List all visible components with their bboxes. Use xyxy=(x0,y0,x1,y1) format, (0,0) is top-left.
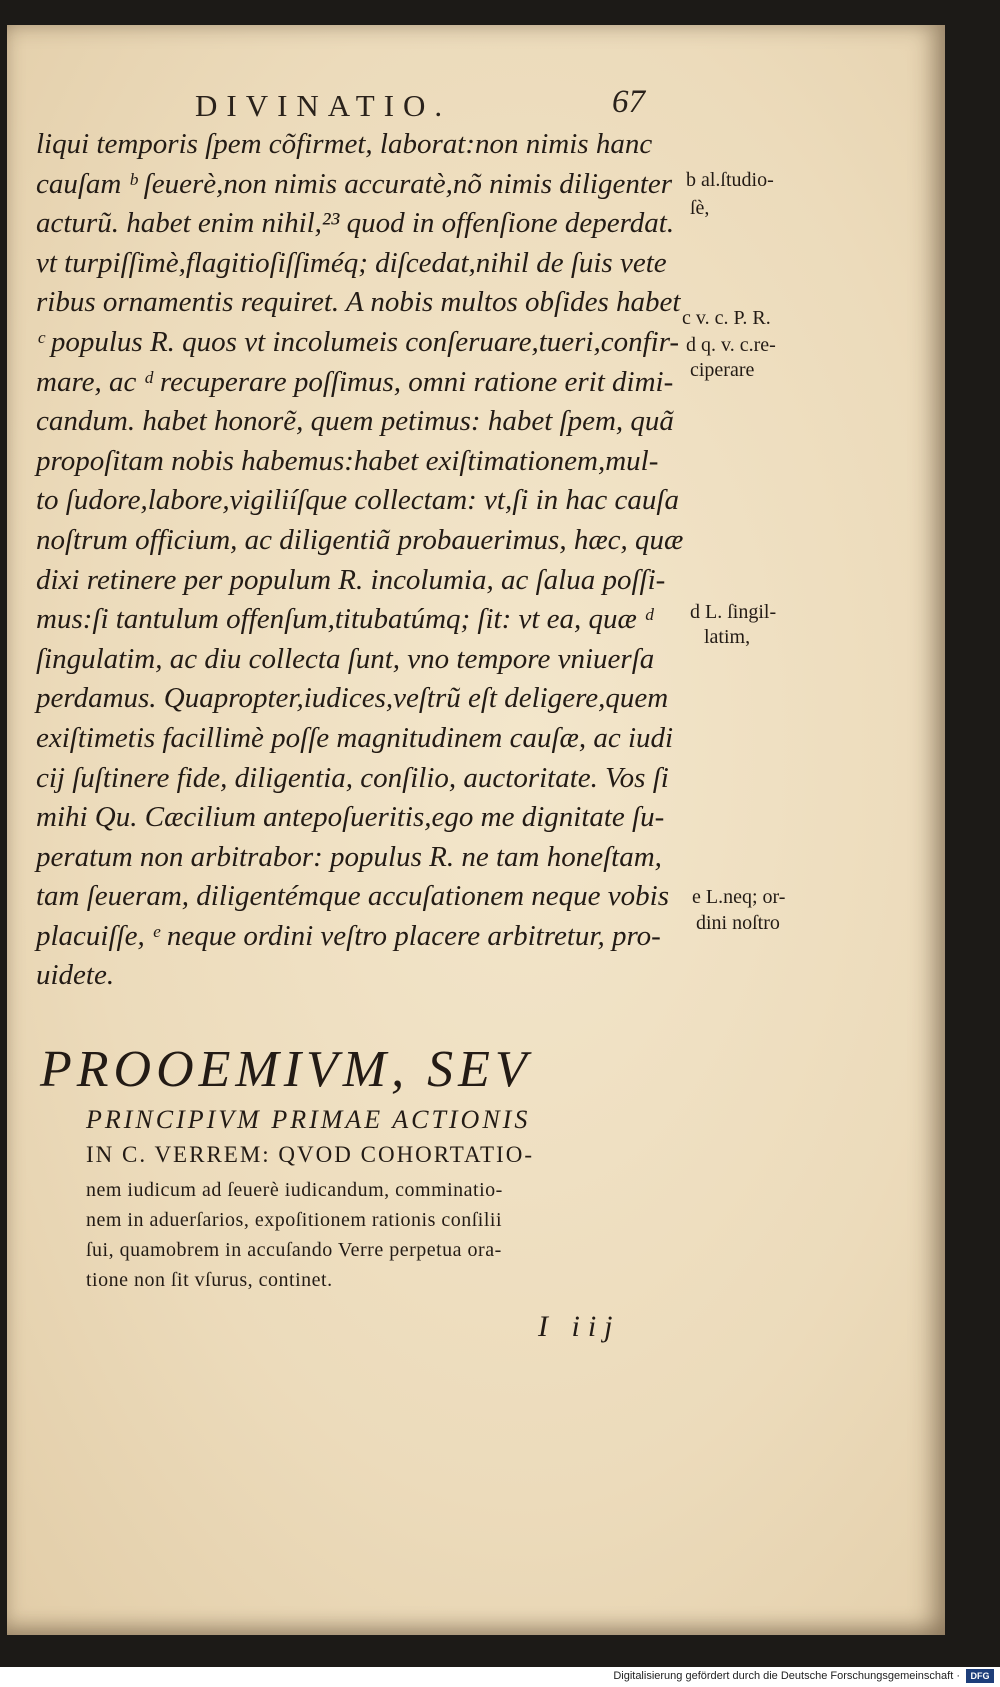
text-line: uidete. xyxy=(36,959,115,992)
text-line: propoſitam nobis habemus:habet exiſtimationem,mul- xyxy=(36,444,659,477)
section-summary xyxy=(86,1175,706,1295)
margin-note: ſè, xyxy=(690,197,710,219)
text-line: noſtrum officium, ac diligentiã probauerimus, hæc, quæ xyxy=(36,523,684,556)
footer-credit: Digitalisierung gefördert durch die Deutsche Forschungsgemeinschaft · xyxy=(613,1670,960,1682)
signature-mark: I iij xyxy=(538,1310,621,1343)
text-line: acturũ. habet enim nihil,²³ quod in offenſione deperdat. xyxy=(36,207,675,240)
section-subheading: IN C. VERREM: QVOD COHORTATIO- xyxy=(86,1142,534,1167)
text-line: candum. habet honorẽ, quem petimus: habet ſpem, quã xyxy=(36,405,674,438)
margin-note: e L.neq; or- xyxy=(692,886,786,908)
page-number: 67 xyxy=(612,84,645,120)
text-line: cij ſuſtinere fide, diligentia, conſilio, auctoritate. Vos ſi xyxy=(36,761,669,794)
section-subheading: PRINCIPIVM PRIMAE ACTIONIS xyxy=(86,1105,531,1134)
text-line: mus:ſi tantulum offenſum,titubatúmq; ſit: vt ea, quæ ᵈ xyxy=(36,603,654,636)
text-line: to ſudore,labore,vigiliíſque collectam: vt,ſi in hac cauſa xyxy=(36,484,679,517)
section-heading: PROOEMIVM, SEV xyxy=(40,1041,532,1098)
margin-note: ciperare xyxy=(690,359,755,381)
text-line: mare, ac ᵈ recuperare poſſimus, omni ratione erit dimi- xyxy=(36,365,674,398)
summary-line: tione non ſit vſurus, continet. xyxy=(86,1269,333,1291)
dfg-logo: DFG xyxy=(966,1669,994,1683)
margin-note: d L. ſingil- xyxy=(690,601,777,623)
margin-note: d q. v. c.re- xyxy=(686,334,776,356)
text-line: ſingulatim, ac diu collecta ſunt, vno tempore vniuerſa xyxy=(36,642,655,675)
text-line: liqui temporis ſpem cõfirmet, laborat:non nimis hanc xyxy=(36,128,653,160)
text-line: exiſtimetis facillimè poſſe magnitudinem cauſæ, ac iudi xyxy=(36,721,674,754)
text-line: peratum non arbitrabor: populus R. ne tam honeſtam, xyxy=(36,840,662,873)
running-head: DIVINATIO. xyxy=(195,88,452,123)
text-line: ribus ornamentis requiret. A nobis multos obſides habet xyxy=(36,286,681,319)
text-line: tam ſeueram, diligentémque accuſationem neque vobis xyxy=(36,880,670,913)
text-line: cauſam ᵇ ſeuerè,non nimis accuratè,nõ nimis diligenter xyxy=(36,167,673,200)
body-text xyxy=(36,125,686,996)
margin-note: c v. c. P. R. xyxy=(682,307,771,329)
summary-line: ſui, quamobrem in accuſando Verre perpetua ora- xyxy=(86,1239,502,1261)
margin-note: dini noſtro xyxy=(696,912,780,934)
summary-line: nem in aduerſarios, expoſitionem rationis conſilii xyxy=(86,1209,503,1231)
text-line: ᶜ populus R. quos vt incolumeis conſeruare,tueri,confir- xyxy=(36,325,680,358)
text-line: mihi Qu. Cæcilium antepoſueritis,ego me dignitate ſu- xyxy=(36,801,665,834)
summary-line: nem iudicum ad ſeuerè iudicandum, comminatio- xyxy=(86,1179,503,1201)
margin-note: latim, xyxy=(704,626,751,648)
margin-note: b al.ſtudio- xyxy=(686,169,774,191)
text-line: vt turpiſſimè,flagitioſiſſiméq; diſcedat,nihil de ſuis vete xyxy=(36,246,667,279)
text-line: perdamus. Quapropter,iudices,veſtrũ eſt deligere,quem xyxy=(36,682,669,715)
text-line: placuiſſe, ᵉ neque ordini veſtro placere arbitretur, pro- xyxy=(36,919,661,952)
text-line: dixi retinere per populum R. incolumia, ac ſalua poſſi- xyxy=(36,563,666,596)
